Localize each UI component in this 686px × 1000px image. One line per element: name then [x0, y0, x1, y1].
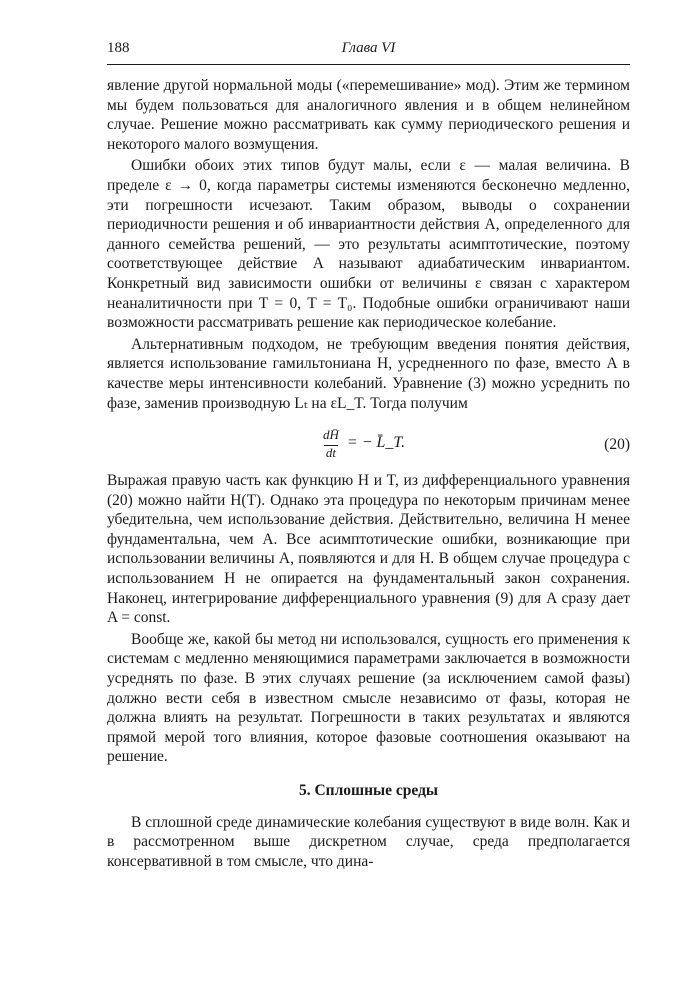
derivative-fraction — [321, 425, 341, 460]
page-number: 188 — [107, 40, 130, 56]
header-rule — [107, 64, 630, 65]
equation-20 — [107, 419, 630, 467]
fraction-numerator: dH̄ — [323, 427, 339, 443]
paragraph-expressing: Выражая правую часть как функцию H и T, из дифференциального уравнения (20) можно найти H(T). Однако эта процедура по некоторым причинам менее убедительна, чем использование действия. Действительно, величина H менее фундаментальна, чем A. Все асимптотические ошибки, возникающие при использовании величины A, появляются и для H. В общем случае процедура с использованием H не опирается на фундаментальный закон сохранения. Наконец, интегрирование дифференциального уравнения (9) для A сразу дает A = const. — [107, 472, 630, 627]
running-head: Глава VI — [341, 40, 396, 56]
paragraph-errors: Ошибки обоих этих типов будут малы, если ε — малая величина. В пределе ε → 0, когда параметры системы изменяются бесконечно медленно, эти погрешности исчезают. Таким образом, выводы о сохранении периодичности решения и об инвариантности действия A, определенного для данного семейства решений, — это результаты асимптотические, поэтому соответствующее действие A называют адиабатическим инвариантом. Конкретный вид зависимости ошибки от величины ε связан с характером неаналитичности при T = 0, T = T₀. Подобные ошибки ограничивают наши возможности рассматривать решение как периодическое колебание. — [107, 157, 630, 332]
equation-rhs: = − L̄_T. — [346, 433, 406, 451]
equation-body — [321, 425, 405, 460]
paragraph-alternative: Альтернативным подходом, не требующим введения понятия действия, является использование гамильтониана H, усредненного по фазе, вместо A в качестве меры интенсивности колебаний. Уравнение (3) можно усреднить по фазе, заменив производную Lₜ на εL_T. Тогда получим — [107, 335, 630, 412]
paragraph-general: Вообще же, какой бы метод ни использовался, сущность его применения к системам с медленно меняющимися параметрами заключается в возможности усреднять по фазе. В этих случаях решение (за исключением самой фазы) должно вести себя в известном смысле независимо от фазы, которая не должна влиять на результат. Погрешности в таких результатах и являются прямой мерой того влияния, которое фазовые соотношения оказывают на решение. — [107, 630, 630, 766]
section-heading: 5. Сплошные среды — [298, 782, 439, 799]
paragraph-continued: явление другой нормальной моды («перемешивание» мод). Этим же термином мы будем пользоваться для аналогичного явления и в общем нелинейном случае. Решение можно рассматривать как сумму периодического решения и некоторого малого возмущения. — [107, 77, 630, 153]
fraction-denominator: dt — [325, 444, 336, 460]
equation-number: (20) — [604, 436, 630, 454]
paragraph-continuous-media: В сплошной среде динамические колебания существуют в виде волн. Как и в рассмотренном выше дискретном случае, среда предполагается консервативной в том смысле, что дина- — [107, 813, 630, 870]
page-body — [107, 76, 630, 871]
page-header — [107, 40, 630, 62]
